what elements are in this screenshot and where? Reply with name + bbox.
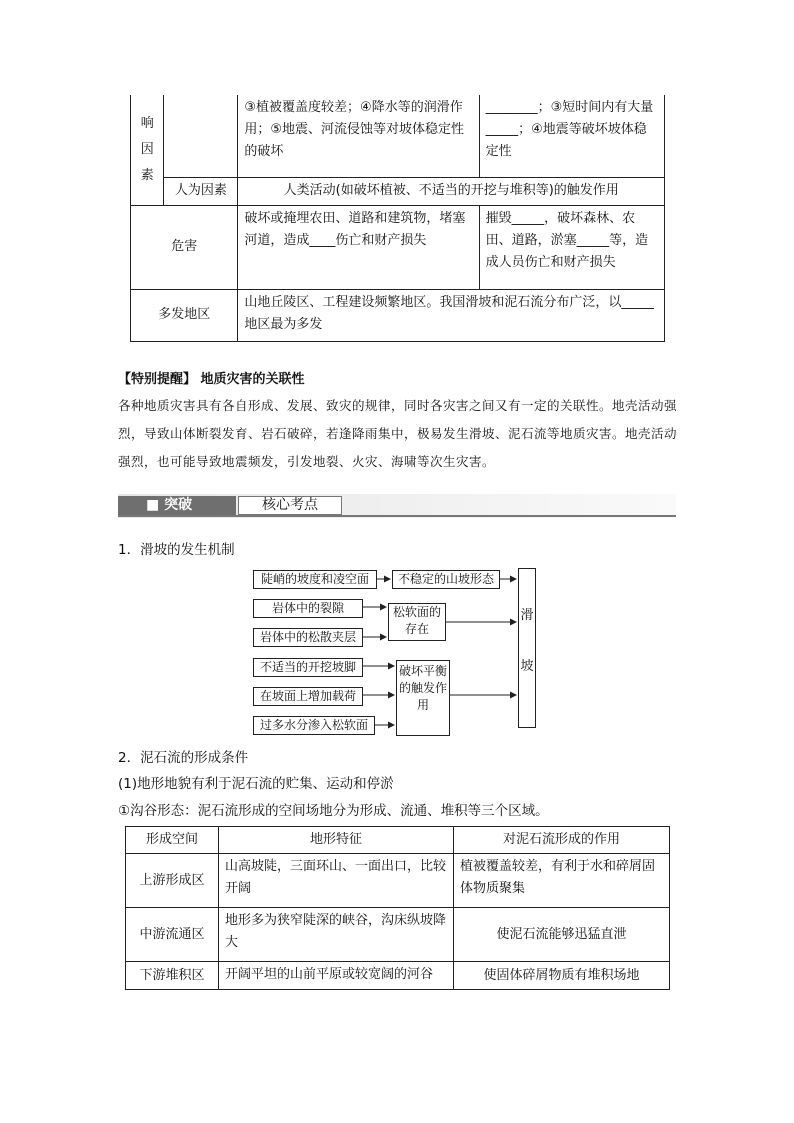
- cell-factor: 响 因 素: [131, 95, 164, 205]
- cell-harm-debris: 摧毁_____，破坏森林、农田、道路，淤塞_____等，造成人员伤亡和财产损失: [479, 205, 664, 289]
- flow-mid-1: 不稳定的山坡形态: [392, 570, 500, 589]
- cell-area-label: 多发地区: [131, 289, 238, 341]
- cell-natural-debris: ________；③短时间内有大量_____；④地震等破坏坡体稳定性: [479, 95, 664, 177]
- flow-left-6: 过多水分渗入松软面: [253, 716, 375, 735]
- cell-harm-label: 危害: [131, 205, 238, 289]
- cell-harm-landslide: 破坏或掩埋农田、道路和建筑物，堵塞河道，造成____伤亡和财产损失: [238, 205, 479, 289]
- valley-table: [125, 826, 670, 990]
- row-middle-space: 中游流通区: [126, 908, 219, 962]
- row-upper-effect: 植被覆盖较差，有利于水和碎屑固体物质聚集: [454, 854, 670, 908]
- tip-title: 【特别提醒】 地质灾害的关联性: [118, 372, 305, 387]
- subheading-terrain: (1)地形地貌有利于泥石流的贮集、运动和停淤: [118, 776, 394, 792]
- flow-left-2: 岩体中的裂隙: [253, 599, 363, 618]
- cell-area-text: 山地丘陵区、工程建设频繁地区。我国滑坡和泥石流分布广泛，以_____地区最为多发: [238, 289, 665, 341]
- flow-left-3: 岩体中的松散夹层: [253, 628, 363, 647]
- row-middle-effect: 使泥石流能够迅猛直泄: [454, 908, 670, 962]
- flow-mid-3: 破坏平衡的触发作用: [396, 660, 450, 736]
- section-bar: [118, 494, 676, 518]
- row-middle-terrain: 地形多为狭窄陡深的峡谷，沟床纵坡降大: [219, 908, 454, 962]
- row-lower-effect: 使固体碎屑物质有堆积场地: [454, 962, 670, 990]
- flow-left-1: 陡峭的坡度和凌空面: [253, 570, 377, 589]
- flow-result-landslide: 滑 坡: [518, 568, 536, 728]
- heading-debris-flow-conditions: 2．泥石流的形成条件: [118, 750, 249, 766]
- row-lower-space: 下游堆积区: [126, 962, 219, 990]
- section-tag: ■ 突破: [118, 496, 236, 515]
- cell-human-label: 人为因素: [164, 177, 238, 205]
- row-upper-space: 上游形成区: [126, 854, 219, 908]
- flow-diagram: [250, 565, 550, 735]
- header-space: 形成空间: [126, 827, 219, 854]
- header-terrain: 地形特征: [219, 827, 454, 854]
- tip-body: 各种地质灾害具有各自形成、发展、致灾的规律，同时各灾害之间又有一定的关联性。地壳活动强烈，导致山体断裂发育、岩石破碎，若逢降雨集中，极易发生滑坡、泥石流等地质灾害。地壳活动强烈，也可能导致地震频发，引发地裂、火灾、海啸等次生灾害。: [118, 398, 678, 469]
- flow-left-4: 不适当的开挖坡脚: [253, 658, 363, 677]
- subheading-valley: ①沟谷形态：泥石流形成的空间场地分为形成、流通、堆积等三个区域。: [118, 803, 549, 819]
- row-lower-terrain: 开阔平坦的山前平原或较宽阔的河谷: [219, 962, 454, 990]
- flow-mid-2: 松软面的存在: [388, 603, 446, 641]
- cell-empty: [164, 95, 238, 177]
- top-table: [130, 95, 665, 342]
- section-label: 核心考点: [238, 496, 342, 515]
- row-upper-terrain: 山高坡陡，三面环山、一面出口，比较开阔: [219, 854, 454, 908]
- cell-natural-landslide: ③植被覆盖度较差；④降水等的润滑作用；⑤地震、河流侵蚀等对坡体稳定性的破坏: [238, 95, 479, 177]
- flow-left-5: 在坡面上增加载荷: [253, 687, 363, 706]
- cell-human-text: 人类活动(如破坏植被、不适当的开挖与堆积等)的触发作用: [238, 177, 665, 205]
- heading-landslide-mechanism: 1．滑坡的发生机制: [118, 542, 235, 558]
- header-effect: 对泥石流形成的作用: [454, 827, 670, 854]
